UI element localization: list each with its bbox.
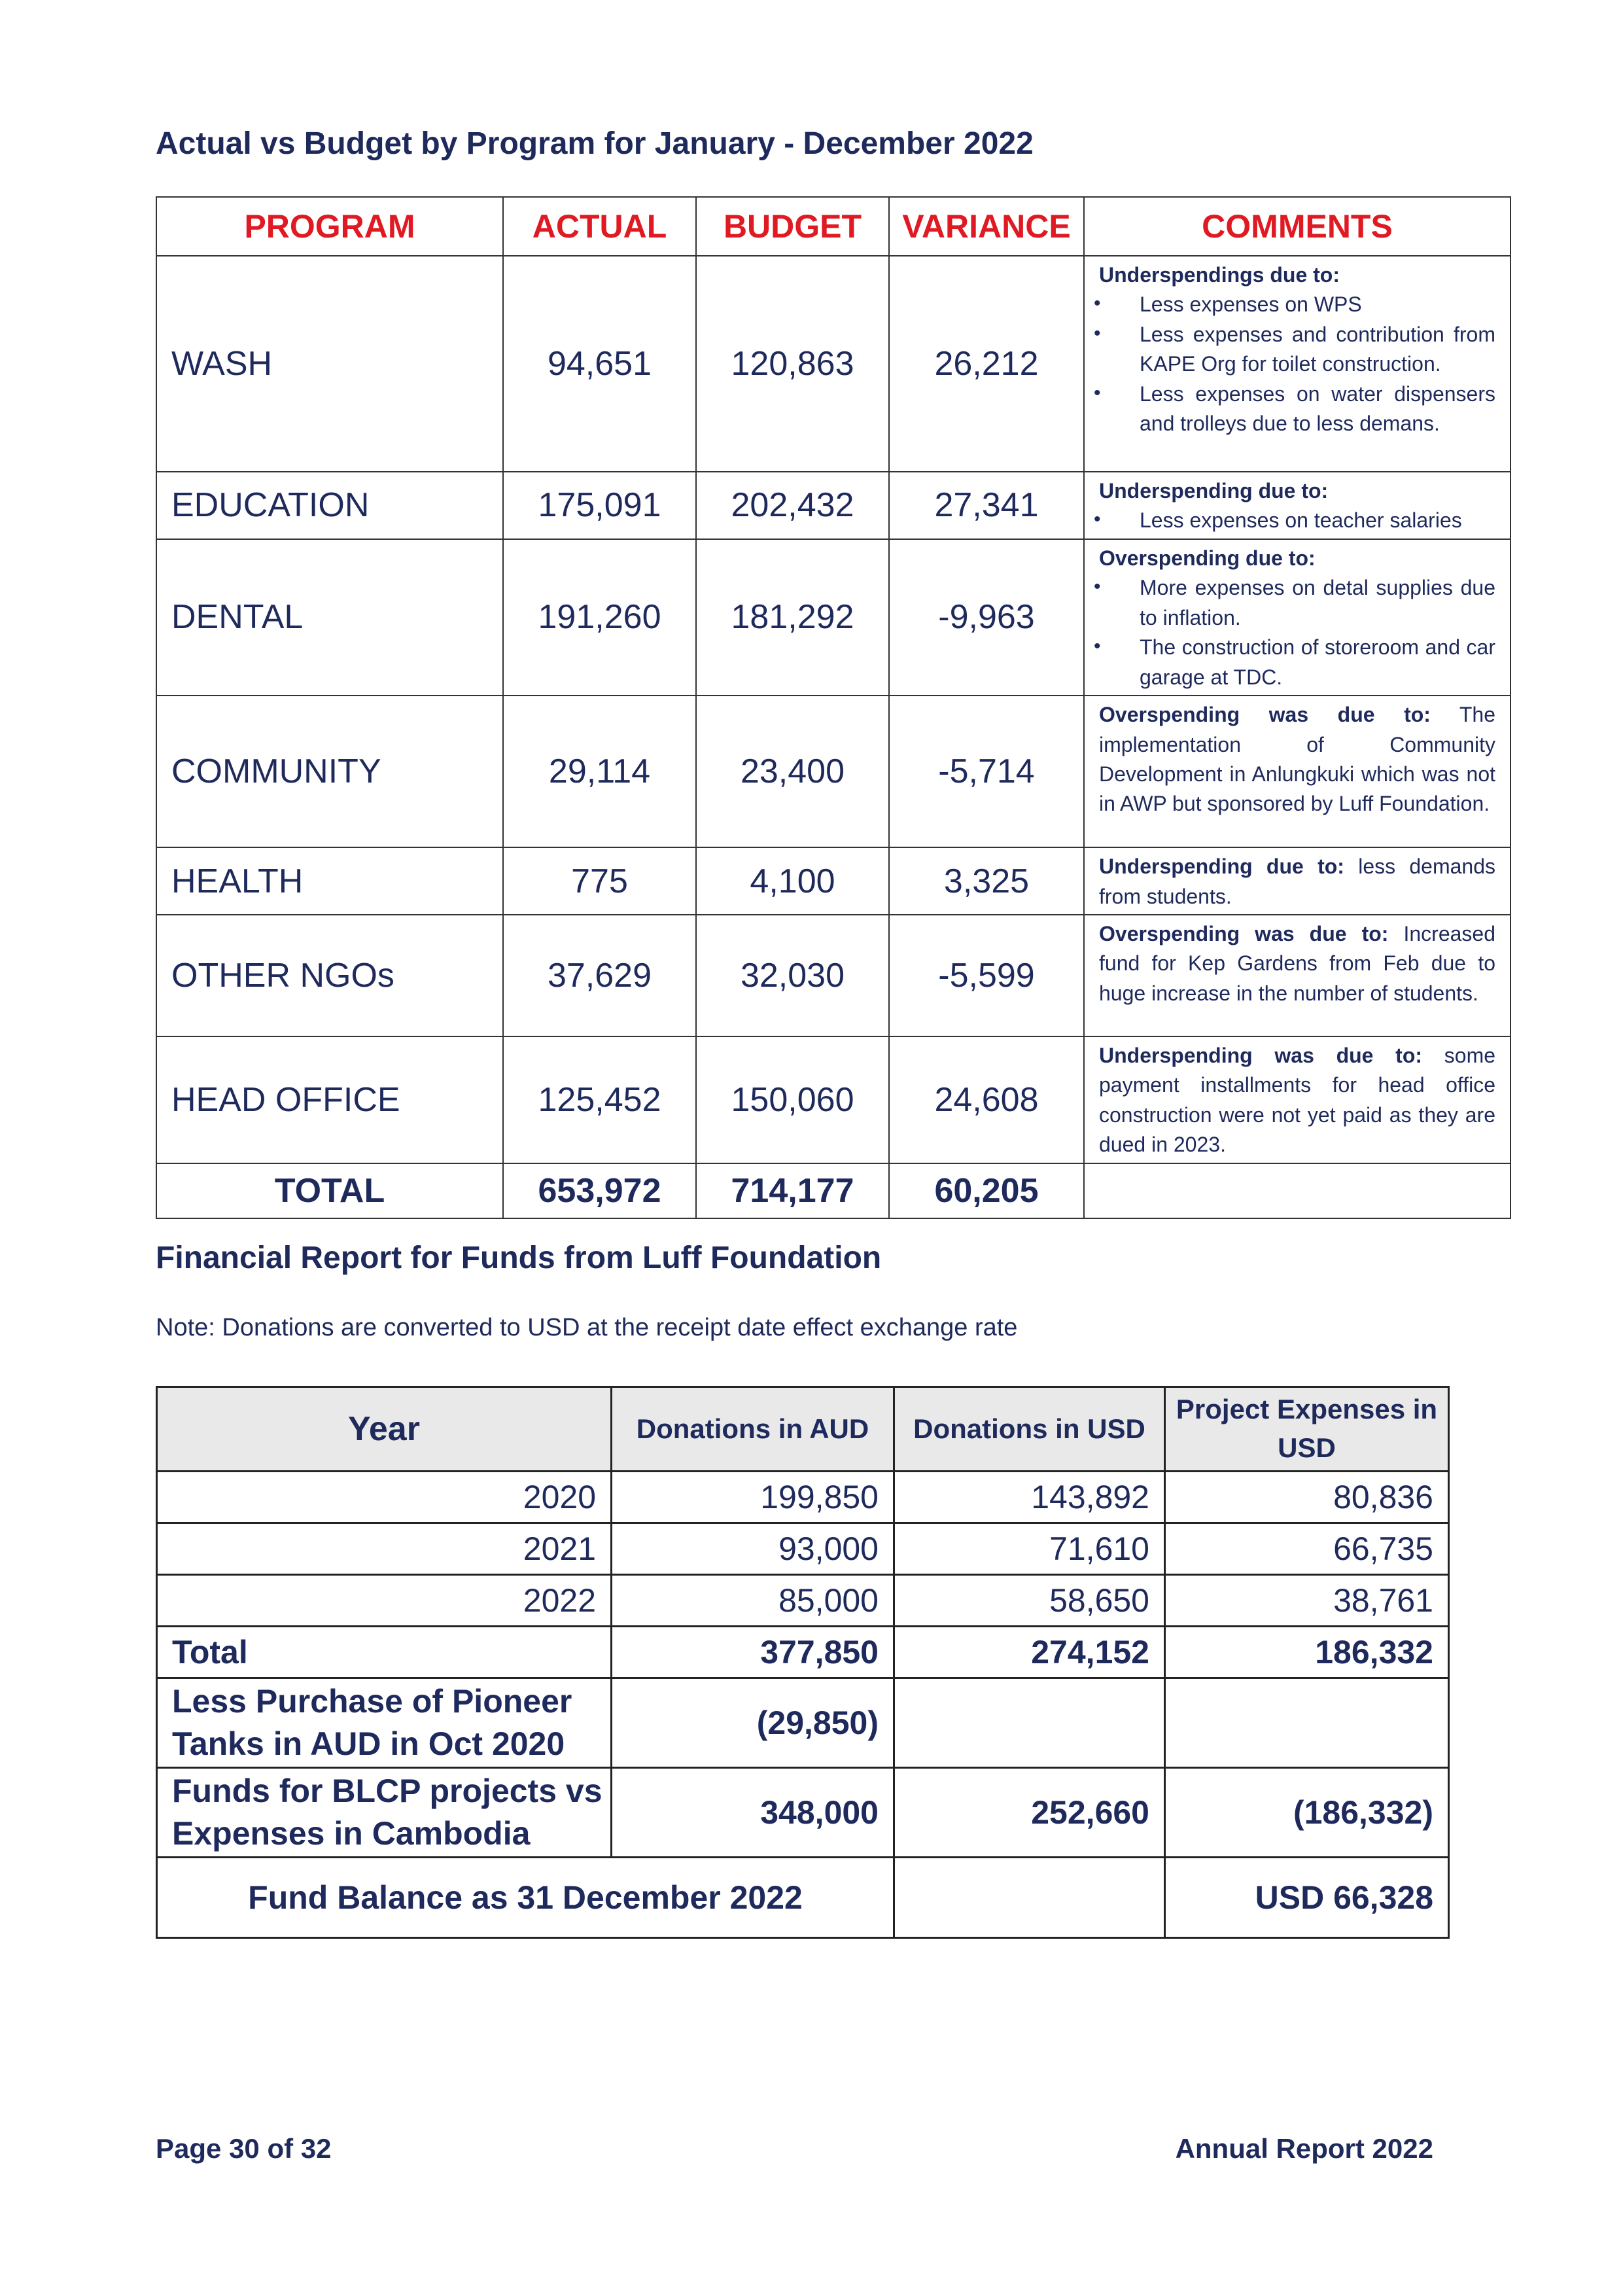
table-row xyxy=(156,256,1510,472)
comment-bullet: • Less expenses on water dispensers and trolleys due to less demans. xyxy=(1099,380,1495,439)
section-title-actual-vs-budget: Actual vs Budget by Program for January - December 2022 xyxy=(156,126,1034,161)
variance-cell: -5,714 xyxy=(889,696,1084,847)
table-row xyxy=(156,539,1510,696)
less-purchase-label: Less Purchase of Pioneer Tanks in AUD in Oct 2020 xyxy=(157,1678,612,1768)
variance-cell: -9,963 xyxy=(889,539,1084,696)
program-cell: COMMUNITY xyxy=(156,696,503,847)
usd-cell: 143,892 xyxy=(894,1472,1165,1523)
total-label: TOTAL xyxy=(156,1163,503,1218)
variance-cell: 27,341 xyxy=(889,472,1084,539)
comment-lead: Overspending due to: xyxy=(1099,546,1316,570)
total-row xyxy=(157,1627,1449,1678)
fund-balance-row xyxy=(157,1858,1449,1938)
comment-cell xyxy=(1084,1036,1510,1163)
variance-cell: 24,608 xyxy=(889,1036,1084,1163)
comment-bullet: • Less expenses on WPS xyxy=(1099,290,1495,319)
comment-lead: Underspending due to: xyxy=(1099,855,1344,879)
variance-cell: -5,599 xyxy=(889,915,1084,1036)
comment-bullet: • More expenses on detal supplies due to inflation. xyxy=(1099,573,1495,633)
luff-foundation-funds-table xyxy=(156,1386,1450,1939)
fund-balance-value: USD 66,328 xyxy=(1165,1858,1449,1938)
comment-text: less demands from students. xyxy=(1099,855,1496,908)
comment-text: The implementation of Community Development in Anlungkuki which was not in AWP but sponsored by Luff Foundation. xyxy=(1099,703,1496,816)
budget-cell: 23,400 xyxy=(696,696,889,847)
header-budget: BUDGET xyxy=(696,197,889,256)
table-row xyxy=(156,847,1510,915)
program-cell: WASH xyxy=(156,256,503,472)
aud-cell: (29,850) xyxy=(612,1678,894,1768)
actual-cell: 125,452 xyxy=(503,1036,696,1163)
comment-cell xyxy=(1084,696,1510,847)
comment-cell xyxy=(1084,256,1510,472)
comment-cell xyxy=(1084,539,1510,696)
aud-cell: 199,850 xyxy=(612,1472,894,1523)
comment-lead: Underspendings due to: xyxy=(1099,263,1340,287)
funds-blcp-row xyxy=(157,1768,1449,1858)
budget-cell: 181,292 xyxy=(696,539,889,696)
comment-lead: Overspending was due to: xyxy=(1099,921,1389,945)
program-cell: HEAD OFFICE xyxy=(156,1036,503,1163)
fund-balance-label: Fund Balance as 31 December 2022 xyxy=(157,1858,894,1938)
usd-cell: 71,610 xyxy=(894,1523,1165,1575)
year-cell: 2022 xyxy=(157,1575,612,1627)
comment-cell xyxy=(1084,472,1510,539)
program-cell: OTHER NGOs xyxy=(156,915,503,1036)
actual-cell: 29,114 xyxy=(503,696,696,847)
aud-cell: 85,000 xyxy=(612,1575,894,1627)
total-budget: 714,177 xyxy=(696,1163,889,1218)
table-row xyxy=(156,472,1510,539)
table-header-row xyxy=(157,1387,1449,1472)
expenses-cell xyxy=(1165,1678,1449,1768)
variance-cell: 3,325 xyxy=(889,847,1084,915)
budget-cell: 32,030 xyxy=(696,915,889,1036)
total-actual: 653,972 xyxy=(503,1163,696,1218)
header-donations-usd: Donations in USD xyxy=(894,1387,1165,1472)
header-program: PROGRAM xyxy=(156,197,503,256)
usd-cell: 58,650 xyxy=(894,1575,1165,1627)
header-donations-aud: Donations in AUD xyxy=(612,1387,894,1472)
funds-blcp-label: Funds for BLCP projects vs Expenses in Cambodia xyxy=(157,1768,612,1858)
table-row xyxy=(156,1036,1510,1163)
table-row xyxy=(157,1575,1449,1627)
comment-text: Increased fund for Kep Gardens from Feb due to huge increase in the number of students. xyxy=(1099,921,1496,1005)
actual-cell: 37,629 xyxy=(503,915,696,1036)
variance-cell: 26,212 xyxy=(889,256,1084,472)
table-row xyxy=(156,915,1510,1036)
program-cell: HEALTH xyxy=(156,847,503,915)
usd-cell xyxy=(894,1678,1165,1768)
header-variance: VARIANCE xyxy=(889,197,1084,256)
comment-bullet: • The construction of storeroom and car garage at TDC. xyxy=(1099,633,1495,692)
comment-cell xyxy=(1084,847,1510,915)
table-row xyxy=(157,1472,1449,1523)
expenses-cell: 38,761 xyxy=(1165,1575,1449,1627)
exchange-rate-note: Note: Donations are converted to USD at the receipt date effect exchange rate xyxy=(156,1314,1018,1341)
header-year: Year xyxy=(157,1387,612,1472)
expenses-cell: 66,735 xyxy=(1165,1523,1449,1575)
aud-cell: 348,000 xyxy=(612,1768,894,1858)
usd-cell: 274,152 xyxy=(894,1627,1165,1678)
budget-cell: 4,100 xyxy=(696,847,889,915)
comment-bullets xyxy=(1099,506,1495,535)
budget-cell: 202,432 xyxy=(696,472,889,539)
header-project-expenses: Project Expenses in USD xyxy=(1165,1387,1449,1472)
aud-cell: 377,850 xyxy=(612,1627,894,1678)
budget-cell: 150,060 xyxy=(696,1036,889,1163)
actual-cell: 191,260 xyxy=(503,539,696,696)
aud-cell: 93,000 xyxy=(612,1523,894,1575)
usd-cell: 252,660 xyxy=(894,1768,1165,1858)
section-title-financial-report: Financial Report for Funds from Luff Foundation xyxy=(156,1241,882,1275)
empty-cell xyxy=(1084,1163,1510,1218)
comment-text: some payment installments for head office construction were not yet paid as they are dued in 2023. xyxy=(1099,1043,1496,1157)
comment-lead: Underspending was due to: xyxy=(1099,1043,1423,1067)
header-actual: ACTUAL xyxy=(503,197,696,256)
actual-cell: 175,091 xyxy=(503,472,696,539)
actual-cell: 775 xyxy=(503,847,696,915)
total-variance: 60,205 xyxy=(889,1163,1084,1218)
table-row xyxy=(157,1523,1449,1575)
comment-cell xyxy=(1084,915,1510,1036)
less-purchase-row xyxy=(157,1678,1449,1768)
table-row xyxy=(156,696,1510,847)
comment-bullets xyxy=(1099,290,1495,438)
report-title: Annual Report 2022 xyxy=(1175,2133,1433,2164)
empty-cell xyxy=(894,1858,1165,1938)
expenses-cell: 80,836 xyxy=(1165,1472,1449,1523)
program-cell: DENTAL xyxy=(156,539,503,696)
actual-cell: 94,651 xyxy=(503,256,696,472)
actual-vs-budget-table xyxy=(156,196,1511,1219)
comment-bullets xyxy=(1099,573,1495,692)
expenses-cell: 186,332 xyxy=(1165,1627,1449,1678)
comment-bullet: • Less expenses on teacher salaries xyxy=(1099,506,1495,535)
total-row xyxy=(156,1163,1510,1218)
header-comments: COMMENTS xyxy=(1084,197,1510,256)
total-label: Total xyxy=(157,1627,612,1678)
table-header-row xyxy=(156,197,1510,256)
budget-cell: 120,863 xyxy=(696,256,889,472)
comment-lead: Underspending due to: xyxy=(1099,479,1329,503)
year-cell: 2021 xyxy=(157,1523,612,1575)
program-cell: EDUCATION xyxy=(156,472,503,539)
expenses-cell: (186,332) xyxy=(1165,1768,1449,1858)
page-number: Page 30 of 32 xyxy=(156,2133,332,2164)
year-cell: 2020 xyxy=(157,1472,612,1523)
comment-lead: Overspending was due to: xyxy=(1099,703,1431,727)
comment-bullet: • Less expenses and contribution from KAPE Org for toilet construction. xyxy=(1099,320,1495,380)
